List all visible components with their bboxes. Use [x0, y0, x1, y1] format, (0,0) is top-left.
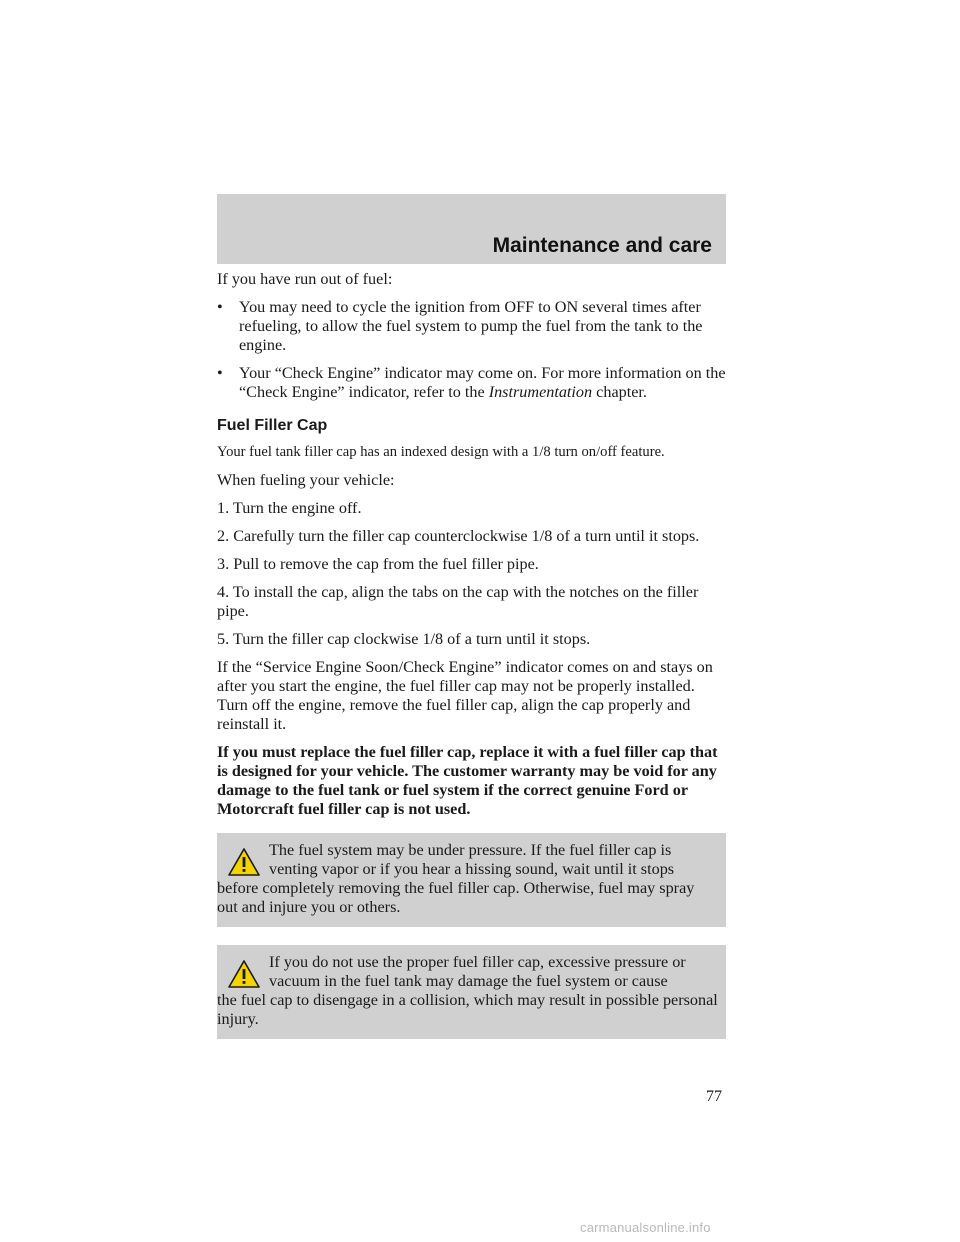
section-lead: Your fuel tank filler cap has an indexed design with a 1/8 turn on/off feature. — [217, 444, 665, 460]
warning-box — [217, 945, 726, 1039]
step-item: 4. To install the cap, align the tabs on the cap with the notches on the filler pipe. — [217, 583, 699, 620]
fueling-intro: When fueling your vehicle: — [217, 471, 395, 489]
service-note: If the “Service Engine Soon/Check Engine” indicator comes on and stays on after you start the engine, the fuel filler cap may not be properly installed. Turn off the engine, remove the fuel filler cap, align the cap properly and reinstall it. — [217, 658, 713, 733]
warning-text-first: The fuel system may be under pressure. If the fuel filler cap is venting vapor or if you hear a hissing sound, wait until it stops — [269, 841, 675, 878]
step-item: 3. Pull to remove the cap from the fuel filler pipe. — [217, 555, 539, 573]
section-heading: Fuel Filler Cap — [217, 417, 328, 434]
warning-triangle-icon — [227, 959, 261, 989]
bullet-icon: • — [217, 298, 223, 316]
warning-box — [217, 833, 726, 927]
step-item: 2. Carefully turn the filler cap counterclockwise 1/8 of a turn until it stops. — [217, 527, 700, 545]
bullet-icon: • — [217, 364, 223, 382]
bullet-text — [239, 364, 726, 402]
replacement-warning: If you must replace the fuel filler cap, replace it with a fuel filler cap that is designed for your vehicle. The customer warranty may be void for any damage to the fuel tank or fuel system if the correct genuine Ford or Motorcraft fuel filler cap is not used. — [217, 743, 718, 818]
bullet-item — [217, 298, 726, 355]
chapter-reference: Instrumentation — [488, 383, 593, 401]
intro-text: If you have run out of fuel: — [217, 270, 393, 288]
step-item: 1. Turn the engine off. — [217, 499, 362, 517]
bullet-text-after: chapter. — [592, 383, 647, 401]
chapter-title: Maintenance and care — [492, 234, 712, 257]
bullet-text: You may need to cycle the ignition from OFF to ON several times after refueling, to allow the fuel system to pump the fuel from the tank to the engine. — [239, 298, 703, 354]
warning-text-rest: before completely removing the fuel filler cap. Otherwise, fuel may spray out and injure you or others. — [217, 879, 695, 916]
warning-text-first: If you do not use the proper fuel filler cap, excessive pressure or vacuum in the fuel tank may damage the fuel system or cause — [269, 953, 686, 990]
bullet-text-before: Your “Check Engine” indicator may come on. For more information on the “Check Engine” indicator, refer to the — [239, 364, 726, 401]
page-content — [217, 270, 726, 1057]
warning-triangle-icon — [227, 847, 261, 877]
watermark: carmanualsonline.info — [580, 1220, 711, 1235]
page-number: 77 — [706, 1088, 722, 1105]
step-item: 5. Turn the filler cap clockwise 1/8 of a turn until it stops. — [217, 630, 591, 648]
bullet-item — [217, 364, 726, 402]
warning-text-rest: the fuel cap to disengage in a collision, which may result in possible personal injury. — [217, 991, 718, 1028]
chapter-header — [217, 194, 726, 264]
